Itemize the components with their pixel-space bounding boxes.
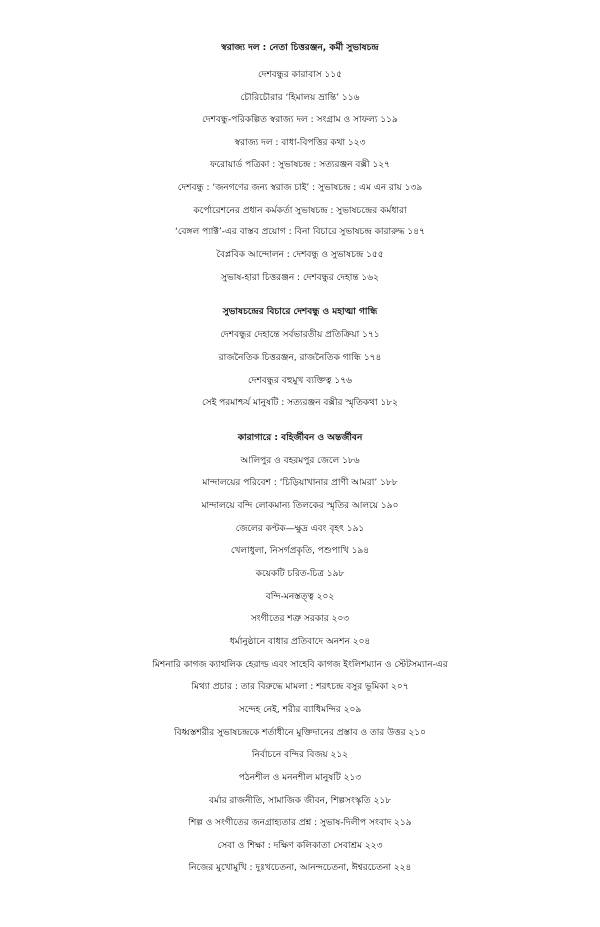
toc-entry: সংগীতের শত্রু সরকার ২০৩: [250, 614, 350, 624]
toc-entry: বৈপ্লবিক আন্দোলন : দেশবন্ধু ও সুভাষচন্দ্র ১৫৫: [216, 250, 384, 260]
toc-entry: শিল্প ও সংগীতের জনগ্রাহ্যতার প্রশ্ন : সুভাষ-দিলীপ সংবাদ ২১৯: [188, 818, 412, 828]
toc-entry: বন্দি-মনস্তত্ত্ব ২০২: [265, 592, 335, 602]
toc-entry: কর্পোরেশনের প্রধান কর্মকর্তা সুভাষচন্দ্র : সুভাষচন্দ্রের কর্মধারা: [193, 206, 407, 216]
toc-entry: ‘বেঙ্গল প্যাক্ট’-এর বাস্তব প্রয়োগ : বিনা বিচারে সুভাষচন্দ্র কারারুদ্ধ ১৪৭: [175, 227, 425, 237]
toc-entry: দেশবন্ধুর বহুমুখ ব্যক্তিত্ব ১৭৬: [248, 376, 352, 386]
toc-entry: রাজনৈতিক চিত্তরঞ্জন, রাজনৈতিক গান্ধি ১৭৪: [218, 353, 382, 363]
section-heading-prison: কারাগারে : বহির্জীবন ও অন্তর্জীবন: [237, 433, 363, 443]
section-heading-gandhi: সুভাষচন্দ্রের বিচারে দেশবন্ধু ও মহাত্মা গান্ধি: [222, 307, 378, 317]
toc-entry: ফরোয়ার্ড পত্রিকা : সুভাষচন্দ্র : সত্যরঞ্জন বক্সী ১২৭: [209, 160, 390, 170]
toc-entry: ধর্মানুষ্ঠানে বাধার প্রতিবাদে অনশন ২০৪: [229, 637, 371, 647]
toc-entry: চৌরিচৌরার ‘হিমালয় ভ্রান্তি’ ১১৬: [240, 93, 360, 103]
toc-entry: দেশবন্ধু : ‘জনগণের জন্য স্বরাজ চাই’ : সুভাষচন্দ্র : এম এন রায় ১৩৯: [177, 183, 423, 193]
toc-entry: স্বরাজ্য দল : বাধা-বিপত্তির কথা ১২৩: [234, 138, 366, 148]
toc-entry: নিজের মুখোমুখি : দুঃখচেতনা, আনন্দচেতনা, ঈশ্বরচেতনা ২২৪: [188, 863, 412, 873]
toc-entry: বিধ্বস্তশরীর সুভাষচন্দ্রকে শর্তাধীনে মুক্তিদানের প্রস্তাব ও তার উত্তর ২১০: [174, 728, 426, 738]
toc-entry: মান্দালয়ের পরিবেশ : ‘চিড়িয়াখানার প্রাণী আমরা’ ১৮৮: [202, 478, 398, 488]
toc-entry: পঠনশীল ও মননশীল মানুষটি ২১৩: [238, 773, 362, 783]
toc-entry: সেই পরমাশ্চর্য মানুষটি : সত্যরঞ্জন বক্সীর স্মৃতিকথা ১৮২: [202, 398, 398, 408]
toc-entry: দেশবন্ধুর কারাবাস ১১৫: [257, 70, 343, 80]
toc-entry: মান্দালয়ে বন্দি লোকমান্য তিলকের স্মৃতির আলয়ে ১৯০: [201, 501, 399, 511]
toc-entry: কয়েকটি চরিত-চিত্র ১৯৮: [255, 569, 345, 579]
toc-entry: সেবা ও শিক্ষা : দক্ষিণ কলিকাতা সেবাশ্রম ২২৩: [217, 841, 383, 851]
toc-entry: খেলাধুলা, নিসর্গপ্রকৃতি, পশুপাখি ১৯৪: [230, 546, 370, 556]
toc-entry: আলিপুর ও বহরমপুর জেলে ১৮৬: [240, 456, 360, 466]
toc-entry: বর্মার রাজনীতি, সামাজিক জীবন, শিল্পসংস্কৃতি ২১৮: [208, 796, 392, 806]
toc-entry: দেশবন্ধু-পরিকল্পিত স্বরাজ্য দল : সংগ্রাম ও সাফল্য ১১৯: [202, 115, 398, 125]
toc-entry: মিথ্যা প্রচার : তার বিরুদ্ধে মামলা : শরৎচন্দ্র বসুর ভূমিকা ২০৭: [191, 682, 409, 692]
toc-entry: সুভাষ-হারা চিত্তরঞ্জন : দেশবন্ধুর দেহান্ত ১৬২: [221, 273, 379, 283]
toc-entry: সন্দেহ নেই, শরীর ব্যাধিমন্দির ২০৯: [238, 705, 362, 715]
section-heading-swarajya: স্বরাজ্য দল : নেতা চিত্তরঞ্জন, কর্মী সুভাষচন্দ্র: [221, 43, 379, 53]
toc-entry: জেলের কণ্টক—ক্ষুদ্র এবং বৃহৎ ১৯১: [235, 524, 365, 534]
toc-entry: মিশনারি কাগজ ক্যাথলিক হেরাল্ড এবং সাহেবি কাগজ ইংলিশম্যান ও স্টেটসম্যান-এর: [152, 660, 448, 670]
toc-entry: নির্বাচনে বন্দির বিজয় ২১২: [251, 750, 349, 760]
toc-entry: দেশবন্ধুর দেহান্তে সর্বভারতীয় প্রতিক্রিয়া ১৭১: [220, 330, 380, 340]
